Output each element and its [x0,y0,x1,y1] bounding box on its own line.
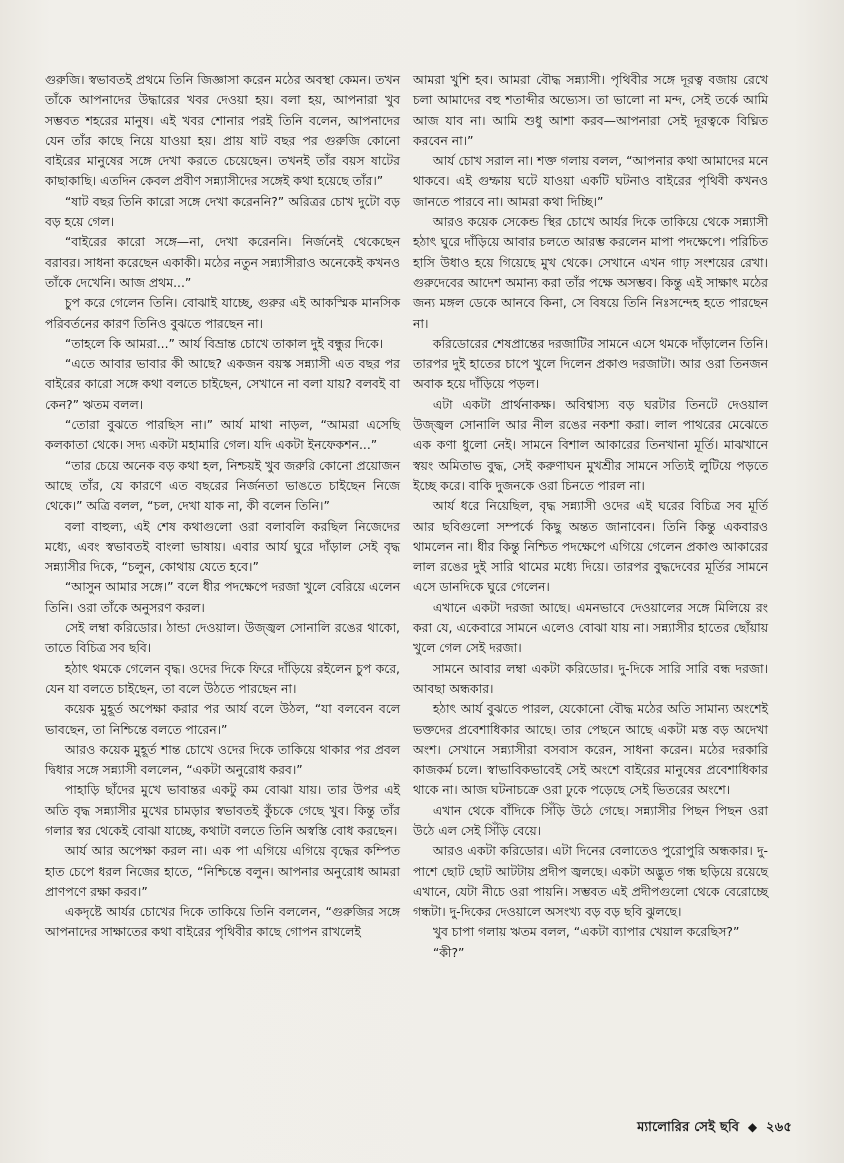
left-text-column [45,70,400,943]
paragraph: আর্য আর অপেক্ষা করল না। এক পা এগিয়ে এগিয়ে বৃদ্ধের কম্পিত হাত চেপে ধরল নিজের হাতে, “নিশ্চিন্তে বলুন। আপনার অনুরোধ আমরা প্রাণপণে রক্ষা করব।” [45,843,400,899]
paragraph: পাহাড়ি ছাঁদের মুখে ভাবান্তর একটু কম বোঝা যায়। তার উপর এই অতি বৃদ্ধ সন্ন্যাসীর মুখের চামড়ার স্বভাবতই কুঁচকে গেছে খুব। কিন্তু তাঁর গলার স্বর থেকেই বোঝা যাচ্ছে, কথাটা বলতে তিনি অস্বস্তি বোধ করছেন। [45,782,400,838]
paragraph: আরও কয়েক সেকেন্ড স্থির চোখে আর্যর দিকে তাকিয়ে থেকে সন্ন্যাসী হঠাৎ ঘুরে দাঁড়িয়ে আবার চলতে আরম্ভ করলেন মাপা পদক্ষেপে। পরিচিত হাসি উধাও হয়ে গিয়েছে মুখ থেকে। সেখানে এখন গাঢ় সংশয়ের রেখা। গুরুদেবের আদেশ অমান্য করা তাঁর পক্ষে অসম্ভব। কিন্তু এই সাক্ষাৎ মঠের জন্য মঙ্গল ডেকে আনবে কিনা, সে বিষয়ে তিনি নিঃসন্দেহ হতে পারছেন না। [413,214,768,331]
paragraph: হঠাৎ থমকে গেলেন বৃদ্ধ। ওদের দিকে ফিরে দাঁড়িয়ে রইলেন চুপ করে, যেন যা বলতে চাইছেন, তা বলে উঠতে পারছেন না। [45,660,400,696]
paragraph: আর্য চোখ সরাল না। শক্ত গলায় বলল, “আপনার কথা আমাদের মনে থাকবে। এই গুম্ফায় ঘটে যাওয়া একটি ঘটনাও বাইরের পৃথিবী কখনও জানতে পারবে না। আমরা কথা দিচ্ছি।” [413,153,768,209]
paragraph: আরও একটা করিডোর। এটা দিনের বেলাতেও পুরোপুরি অন্ধকার। দু-পাশে ছোট ছোট আটটায় প্রদীপ জ্বলছে। একটা অদ্ভুত গন্ধ ছড়িয়ে রয়েছে এখানে, যেটা নীচে ওরা পায়নি। সম্ভবত এই প্রদীপগুলো থেকে বেরোচ্ছে গন্ধটা। দু-দিকের দেওয়ালে অসংখ্য বড় বড় ছবি ঝুলছে। [413,843,768,920]
page-number: ২৬৫ [766,1120,792,1135]
paragraph: “তাহলে কি আমরা...” আর্য বিভ্রান্ত চোখে তাকাল দুই বন্ধুর দিকে। [64,335,384,351]
diamond-separator-icon: ◆ [747,1120,758,1134]
paragraph: এটা একটা প্রার্থনাকক্ষ। অবিশ্বাস্য বড় ঘরটার তিনটে দেওয়াল উজ্জ্বল সোনালি আর নীল রঙের নকশা করা। লাল পাথরের মেঝেতে এক কণা ধুলো নেই। সামনে বিশাল আকারের তিনখানা মূর্তি। মাঝখানে স্বয়ং অমিতাভ বুদ্ধ, সেই করুণাঘন মুখশ্রীর সামনে সত্যিই লুটিয়ে পড়তে ইচ্ছে করে। বাকি দুজনকে ওরা চিনতে পারল না। [413,396,768,493]
paragraph: বলা বাহুল্য, এই শেষ কথাগুলো ওরা বলাবলি করছিল নিজেদের মধ্যে, এবং স্বভাবতই বাংলা ভাষায়। এবার আর্য ঘুরে দাঁড়াল সেই বৃদ্ধ সন্ন্যাসীর দিকে, “চলুন, কোথায় যেতে হবে।” [45,518,400,575]
paragraph: হঠাৎ আর্য বুঝতে পারল, যেকোনো বৌদ্ধ মঠের অতি সামান্য অংশেই ভক্তদের প্রবেশাধিকার আছে। তার পেছনে আছে একটা মস্ত বড় অদেখা অংশ। সেখানে সন্ন্যাসীরা বসবাস করেন, সাধনা করেন। মঠের দরকারি কাজকর্ম চলে। স্বাভাবিকভাবেই সেই অংশে বাইরের মানুষের প্রবেশাধিকার থাকে না। আজ ঘটনাচক্রে ওরা ঢুকে পড়েছে সেই ভিতরের অংশে। [413,701,768,798]
paragraph: “কী?” [432,944,465,960]
paragraph: একদৃষ্টে আর্যর চোখের দিকে তাকিয়ে তিনি বললেন, “গুরুজির সঙ্গে আপনাদের সাক্ষাতের কথা বাইরের পৃথিবীর কাছে গোপন রাখলেই [45,904,400,940]
paragraph: “বাইরের কারো সঙ্গে—না, দেখা করেননি। নির্জনেই থেকেছেন বরাবর। সাধনা করেছেন একাকী। মঠের নতুন সন্ন্যাসীরাও অনেকেই কখনও তাঁকে দেখেনি। আজ প্রথম...” [45,234,400,290]
paragraph: আমরা খুশি হব। আমরা বৌদ্ধ সন্ন্যাসী। পৃথিবীর সঙ্গে দূরত্ব বজায় রেখে চলা আমাদের বহু শতাব্দীর অভ্যেস। তা ভালো না মন্দ, সেই তর্কে আমি আজ যাব না। আমি শুধু আশা করব—আপনারা সেই দূরত্বকে বিঘ্নিত করবেন না।” [413,72,768,148]
paragraph: আর্য ধরে নিয়েছিল, বৃদ্ধ সন্ন্যাসী ওদের এই ঘরের বিচিত্র সব মূর্তি আর ছবিগুলো সম্পর্কে কিছু অন্তত জানাবেন। তিনি কিন্তু একবারও থামলেন না। ধীর কিন্তু নিশ্চিত পদক্ষেপে এগিয়ে গেলেন প্রকাণ্ড আকারের লাল রঙের দুই সারি থামের মধ্যে দিয়ে। তারপর বুদ্ধদেবের মূর্তির সামনে এসে ডানদিকে ঘুরে গেলেন। [413,498,768,595]
paragraph: কয়েক মুহূর্ত অপেক্ষা করার পর আর্য বলে উঠল, “যা বলবেন বলে ভাবছেন, তা নিশ্চিন্তে বলতে পারেন।” [45,701,400,737]
paragraph: “তার চেয়ে অনেক বড় কথা হল, নিশ্চয়ই খুব জরুরি কোনো প্রয়োজন আছে তাঁর, যে কারণে এত বছরের নির্জনতা ভাঙতে চাইছেন নিজে থেকে।” অত্রি বলল, “চল, দেখা যাক না, কী বলেন তিনি।” [45,457,400,514]
paragraph: “ষাট বছর তিনি কারো সঙ্গে দেখা করেননি?” অরিত্রর চোখ দুটো বড় বড় হয়ে গেল। [45,193,400,230]
page-footer [637,1118,792,1139]
paragraph: চুপ করে গেলেন তিনি। বোঝাই যাচ্ছে, গুরুর এই আকস্মিক মানসিক পরিবর্তনের কারণ তিনিও বুঝতে পারছেন না। [45,295,400,331]
paragraph: এখান থেকে বাঁদিকে সিঁড়ি উঠে গেছে। সন্ন্যাসীর পিছন পিছন ওরা উঠে এল সেই সিঁড়ি বেয়ে। [413,802,768,838]
paragraph: করিডোরের শেষপ্রান্তের দরজাটির সামনে এসে থমকে দাঁড়ালেন তিনি। তারপর দুই হাতের চাপে খুলে দিলেন প্রকাণ্ড দরজাটা। আর ওরা তিনজন অবাক হয়ে দাঁড়িয়ে পড়ল। [413,335,768,392]
paragraph: সামনে আবার লম্বা একটা করিডোর। দু-দিকে সারি সারি বন্ধ দরজা। আবছা অন্ধকার। [413,660,768,696]
paragraph: গুরুজি। স্বভাবতই প্রথমে তিনি জিজ্ঞাসা করেন মঠের অবস্থা কেমন। তখন তাঁকে আপনাদের উদ্ধারের খবর দেওয়া হয়। বলা হয়, আপনারা খুব সম্ভবত শহরের মানুষ। এই খবর শোনার পরই তিনি বলেন, আপনাদের যেন তাঁর কাছে নিয়ে যাওয়া হয়। প্রায় ষাট বছর পর গুরুজি কোনো বাইরের মানুষের সঙ্গে দেখা করতে চেয়েছেন। তখনই তাঁর বয়স ষাটের কাছাকাছি। এতদিন কেবল প্রবীণ সন্ন্যাসীদের সঙ্গেই কথা হয়েছে তাঁর।” [45,72,400,189]
paragraph: “আসুন আমার সঙ্গে।” বলে ধীর পদক্ষেপে দরজা খুলে বেরিয়ে এলেন তিনি। ওরা তাঁকে অনুসরণ করল। [45,579,400,615]
paragraph: সেই লম্বা করিডোর। ঠান্ডা দেওয়াল। উজ্জ্বল সোনালি রঙের থাকো, তাতে বিচিত্র সব ছবি। [45,620,400,656]
paragraph: “তোরা বুঝতে পারছিস না।” আর্য মাথা নাড়ল, “আমরা এসেছি কলকাতা থেকে। সদ্য একটা মহামারি গেল। যদি একটা ইনফেকশন...” [45,417,400,453]
running-title: ম্যালোরির সেই ছবি [637,1120,740,1135]
paragraph: “এতে আবার ভাবার কী আছে? একজন বয়স্ক সন্ন্যাসী এত বছর পর বাইরের কারো সঙ্গে কথা বলতে চাইছেন, সেখানে না বলা যায়? বলবই বা কেন?” ঋতম বলল। [45,356,400,412]
paragraph: আরও কয়েক মুহূর্ত শান্ত চোখে ওদের দিকে তাকিয়ে থাকার পর প্রবল দ্বিধার সঙ্গে সন্ন্যাসী বললেন, “একটা অনুরোধ করব।” [45,741,400,778]
paragraph: এখানে একটা দরজা আছে। এমনভাবে দেওয়ালের সঙ্গে মিলিয়ে রং করা যে, একেবারে সামনে এলেও বোঝা যায় না। সন্ন্যাসীর হাতের ছোঁয়ায় খুলে গেল সেই দরজা। [413,599,768,656]
right-text-column [413,70,768,963]
paragraph: খুব চাপা গলায় ঋতম বলল, “একটা ব্যাপার খেয়াল করেছিস?” [432,924,740,940]
